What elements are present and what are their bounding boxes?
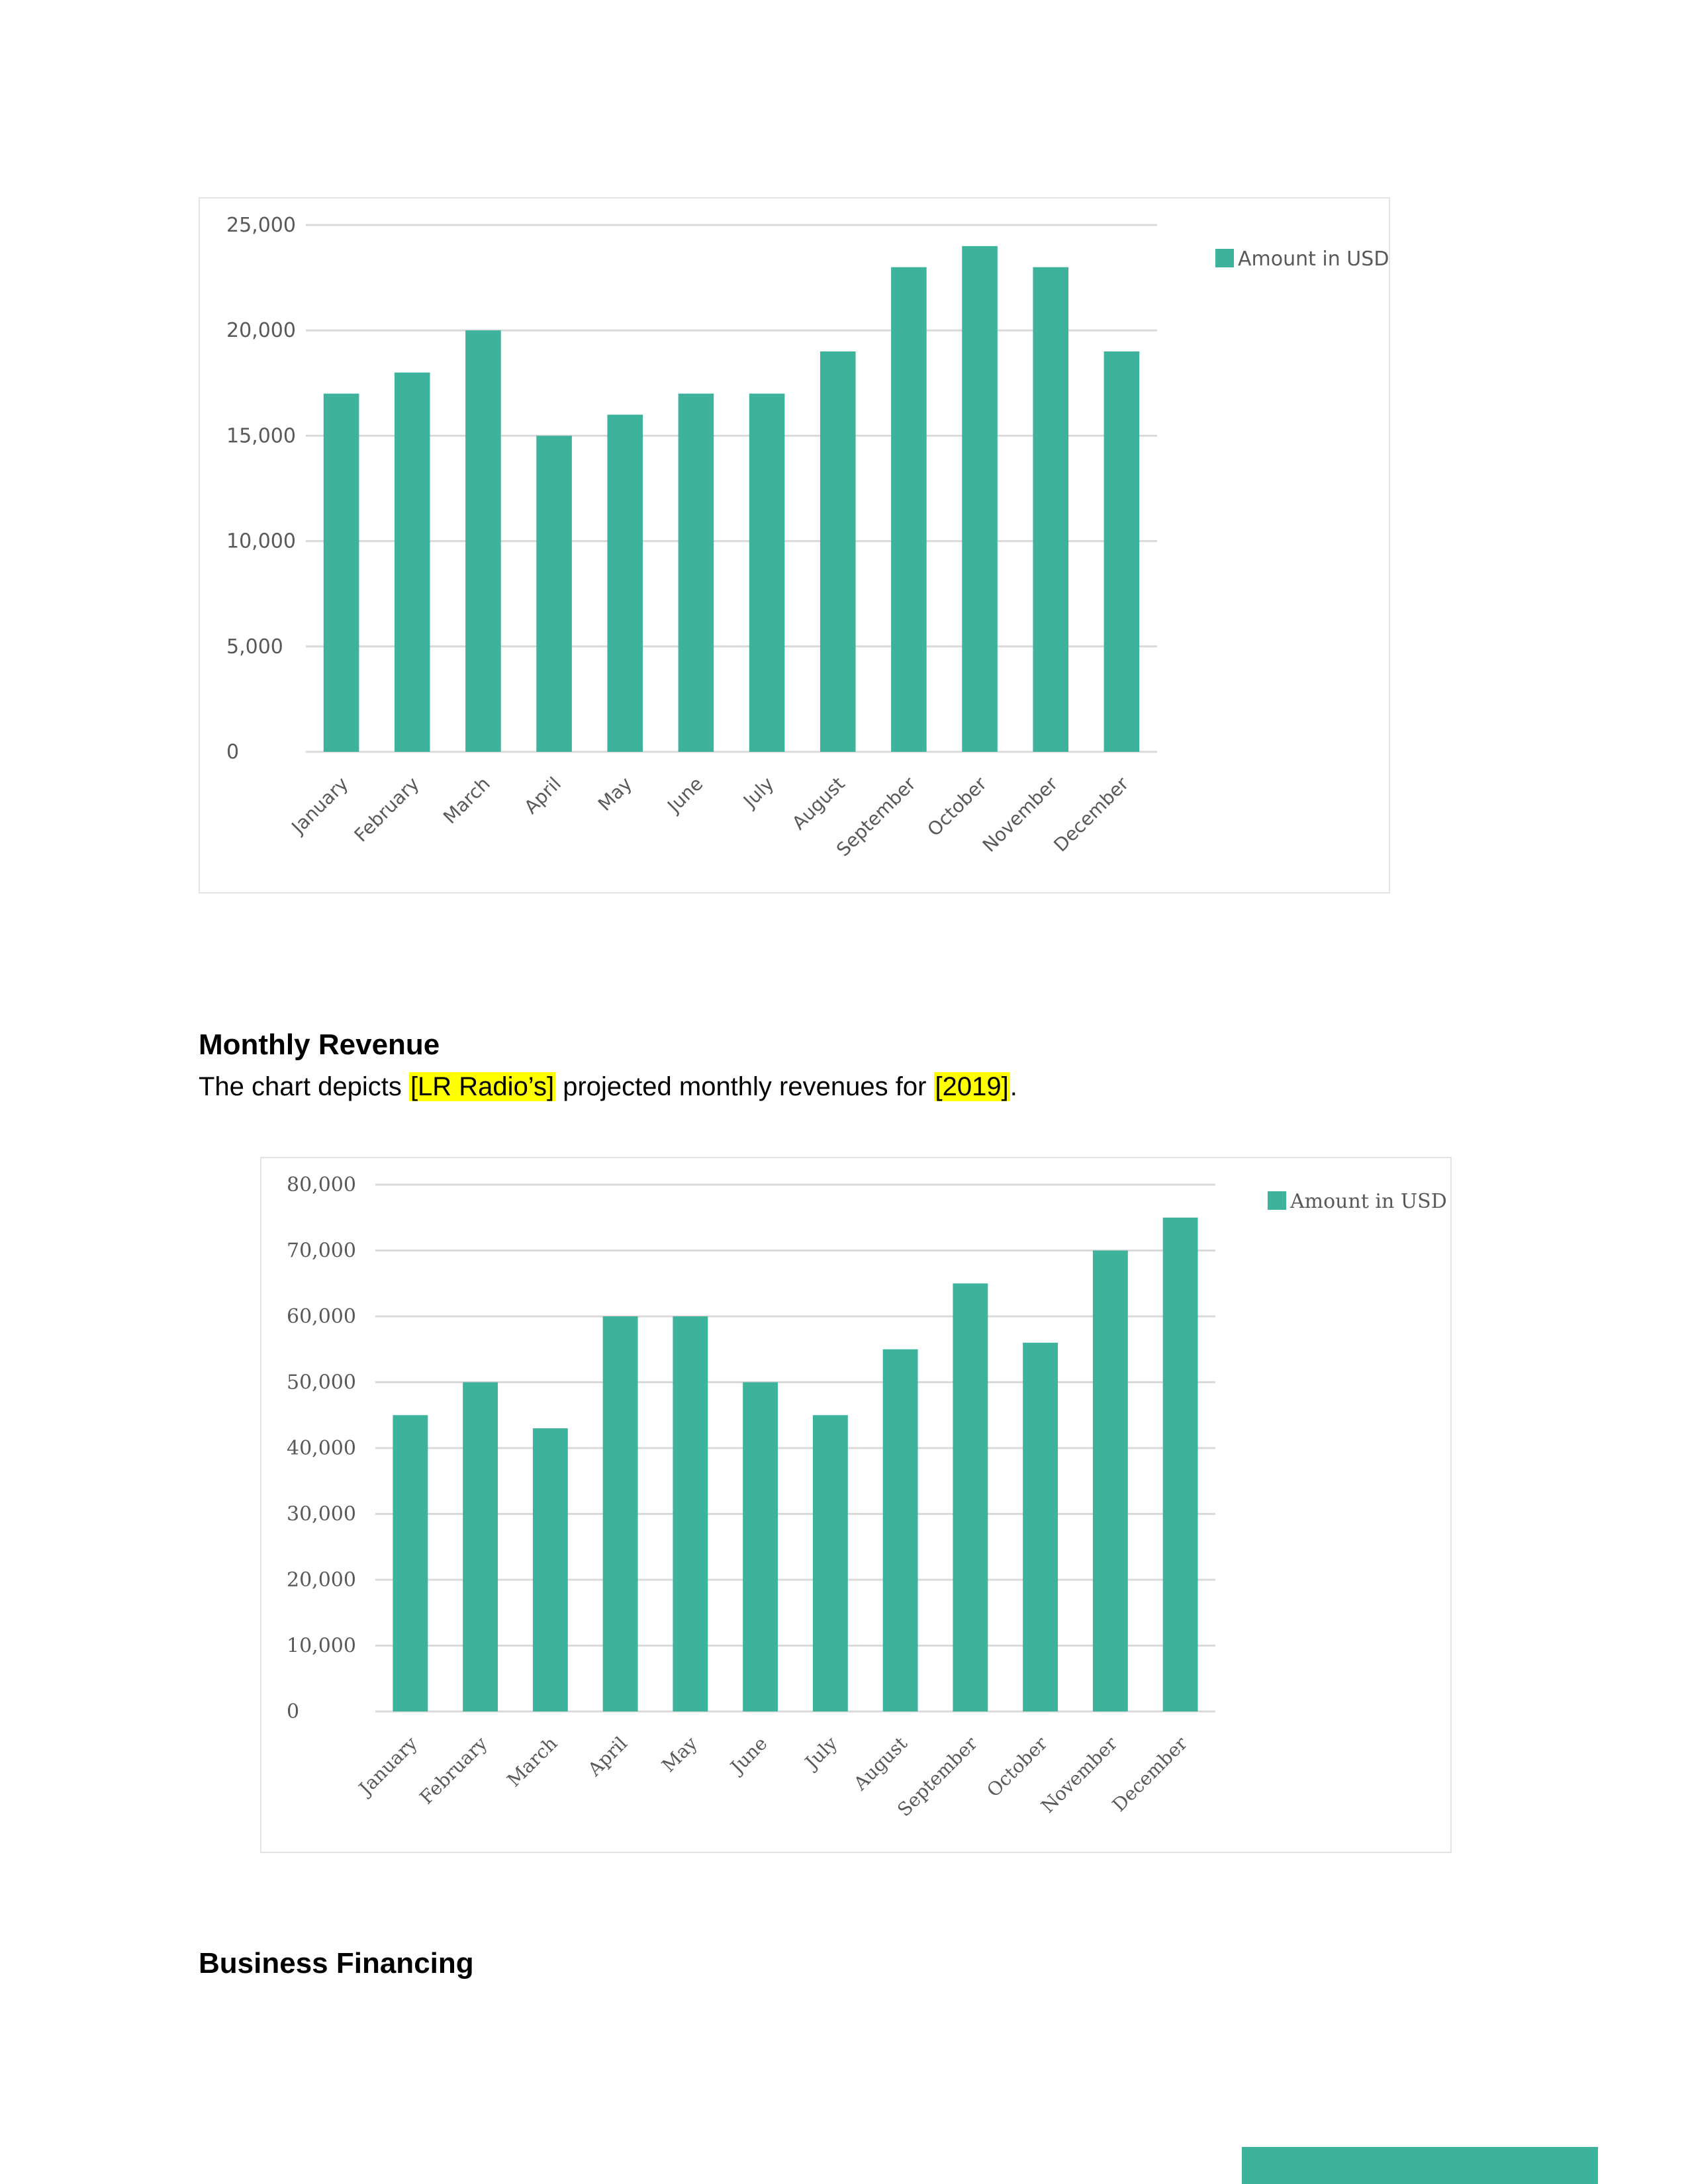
y-tick-label: 30,000 bbox=[287, 1502, 356, 1526]
y-tick-label: 5,000 bbox=[226, 635, 283, 659]
bar bbox=[962, 246, 998, 752]
bar bbox=[953, 1283, 988, 1711]
x-tick-label: September bbox=[893, 1732, 982, 1821]
year-placeholder: [2019] bbox=[935, 1072, 1009, 1101]
bar bbox=[324, 394, 359, 752]
x-tick-label: December bbox=[1049, 772, 1133, 856]
bar bbox=[463, 1383, 498, 1712]
y-tick-label: 10,000 bbox=[226, 529, 296, 553]
legend-swatch bbox=[1215, 249, 1234, 267]
caption-text-start: The chart depicts bbox=[199, 1072, 409, 1101]
y-tick-label: 60,000 bbox=[287, 1305, 356, 1328]
y-tick-label: 10,000 bbox=[287, 1634, 356, 1658]
x-tick-label: August bbox=[849, 1732, 912, 1795]
y-tick-label: 50,000 bbox=[287, 1371, 356, 1394]
x-tick-label: April bbox=[520, 772, 566, 819]
bar bbox=[607, 415, 643, 752]
y-tick-label: 15,000 bbox=[226, 424, 296, 448]
bar bbox=[813, 1415, 848, 1711]
x-tick-label: July bbox=[739, 772, 778, 812]
bar bbox=[395, 373, 430, 752]
bar bbox=[603, 1316, 638, 1711]
bar bbox=[679, 394, 714, 752]
x-tick-label: February bbox=[415, 1732, 492, 1809]
x-tick-label: November bbox=[978, 772, 1062, 856]
business-financing-heading: Business Financing bbox=[199, 1947, 474, 1979]
bar bbox=[820, 351, 856, 752]
bar bbox=[1093, 1251, 1128, 1712]
x-tick-label: June bbox=[663, 772, 708, 817]
monthly-revenue-heading: Monthly Revenue bbox=[199, 1028, 440, 1061]
company-name-placeholder: [LR Radio’s] bbox=[410, 1072, 555, 1101]
legend-label: Amount in USD bbox=[1290, 1190, 1447, 1213]
x-tick-label: April bbox=[583, 1732, 632, 1781]
revenue-chart-svg bbox=[261, 1158, 1453, 1854]
caption-text-end: . bbox=[1009, 1072, 1017, 1101]
y-tick-label: 80,000 bbox=[287, 1173, 356, 1197]
bar bbox=[749, 394, 785, 752]
bar bbox=[1163, 1218, 1198, 1711]
x-tick-label: September bbox=[832, 772, 920, 861]
bar bbox=[533, 1428, 568, 1711]
x-tick-label: January bbox=[287, 772, 353, 839]
x-tick-label: May bbox=[657, 1732, 702, 1777]
bar bbox=[1033, 267, 1068, 752]
x-tick-label: December bbox=[1107, 1732, 1192, 1816]
bar bbox=[393, 1415, 428, 1711]
y-tick-label: 70,000 bbox=[287, 1239, 356, 1263]
legend-label: Amount in USD bbox=[1238, 248, 1389, 271]
bar bbox=[1023, 1343, 1058, 1711]
footer-accent-bar bbox=[1242, 2147, 1598, 2184]
x-tick-label: November bbox=[1037, 1732, 1122, 1817]
y-tick-label: 20,000 bbox=[287, 1569, 356, 1592]
x-tick-label: July bbox=[800, 1732, 842, 1774]
legend-swatch bbox=[1268, 1191, 1286, 1210]
x-tick-label: June bbox=[726, 1732, 772, 1778]
y-tick-label: 0 bbox=[226, 741, 240, 764]
y-tick-label: 40,000 bbox=[287, 1437, 356, 1460]
y-tick-label: 20,000 bbox=[226, 319, 296, 343]
x-tick-label: March bbox=[502, 1732, 562, 1792]
bar bbox=[1104, 351, 1140, 752]
y-tick-label: 25,000 bbox=[226, 214, 296, 237]
x-tick-label: January bbox=[354, 1732, 422, 1799]
y-tick-label: 0 bbox=[287, 1700, 300, 1723]
x-tick-label: August bbox=[788, 772, 849, 835]
bar bbox=[465, 330, 501, 752]
monthly-revenue-caption bbox=[199, 1072, 1017, 1102]
x-tick-label: February bbox=[350, 772, 424, 846]
bar bbox=[891, 267, 927, 752]
x-tick-label: October bbox=[982, 1732, 1052, 1802]
caption-text-middle: projected monthly revenues for bbox=[555, 1072, 934, 1101]
x-tick-label: May bbox=[593, 772, 637, 815]
bar bbox=[536, 435, 572, 752]
x-tick-label: October bbox=[923, 772, 992, 841]
expenses-chart-svg bbox=[200, 199, 1391, 895]
bar bbox=[743, 1383, 778, 1712]
x-tick-label: March bbox=[439, 772, 494, 829]
revenue-chart bbox=[260, 1157, 1452, 1853]
bar bbox=[883, 1349, 918, 1711]
bar bbox=[673, 1316, 708, 1711]
expenses-chart bbox=[199, 197, 1390, 893]
